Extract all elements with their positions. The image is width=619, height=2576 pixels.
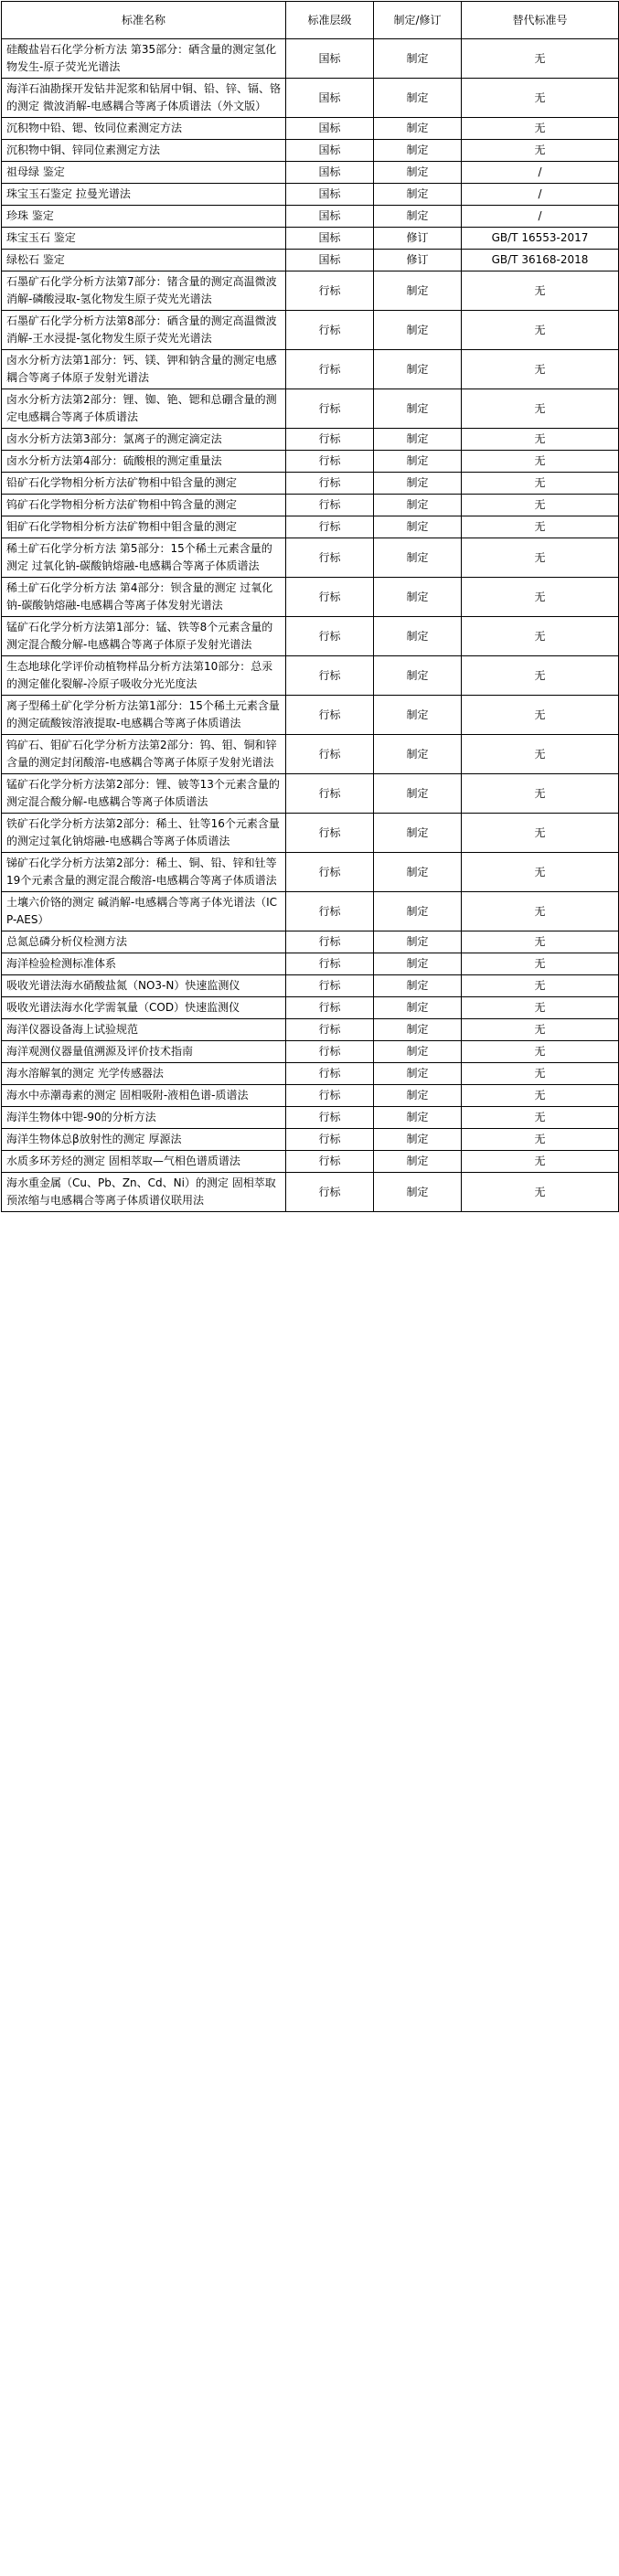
standard-level-cell: 行标	[286, 997, 374, 1019]
standard-name-cell: 海洋观测仪器量值溯源及评价技术指南	[2, 1041, 286, 1063]
standard-level-cell: 国标	[286, 39, 374, 79]
standard-name-cell: 铅矿石化学物相分析方法矿物相中铅含量的测定	[2, 473, 286, 495]
standard-name-cell: 卤水分析方法第2部分：锂、铷、铯、锶和总硼含量的测定电感耦合等离子体质谱法	[2, 389, 286, 429]
replaced-standard-cell: 无	[462, 1019, 619, 1041]
formulate-revise-cell: 制定	[374, 495, 462, 516]
replaced-standard-cell: /	[462, 162, 619, 184]
standard-name-cell: 钼矿石化学物相分析方法矿物相中钼含量的测定	[2, 516, 286, 538]
formulate-revise-cell: 制定	[374, 118, 462, 140]
standard-level-cell: 行标	[286, 1019, 374, 1041]
standard-name-cell: 稀土矿石化学分析方法 第5部分：15个稀土元素含量的测定 过氧化钠-碳酸钠熔融-电感耦合等离子体质谱法	[2, 538, 286, 578]
replaced-standard-cell: GB/T 16553-2017	[462, 228, 619, 250]
formulate-revise-cell: 制定	[374, 853, 462, 892]
header-standard-level: 标准层级	[286, 2, 374, 39]
standard-level-cell: 国标	[286, 140, 374, 162]
formulate-revise-cell: 制定	[374, 578, 462, 617]
standard-level-cell: 行标	[286, 853, 374, 892]
table-row	[2, 271, 619, 311]
standard-name-cell: 总氮总磷分析仪检测方法	[2, 931, 286, 953]
standard-name-cell: 海洋仪器设备海上试验规范	[2, 1019, 286, 1041]
formulate-revise-cell: 制定	[374, 774, 462, 814]
standard-name-cell: 海洋生物体中锶-90的分析方法	[2, 1107, 286, 1129]
table-row	[2, 1129, 619, 1151]
header-standard-name: 标准名称	[2, 2, 286, 39]
standard-name-cell: 稀土矿石化学分析方法 第4部分：钡含量的测定 过氧化钠-碳酸钠熔融-电感耦合等离子体发射光谱法	[2, 578, 286, 617]
formulate-revise-cell: 制定	[374, 975, 462, 997]
table-row	[2, 1173, 619, 1212]
replaced-standard-cell: 无	[462, 39, 619, 79]
formulate-revise-cell: 制定	[374, 696, 462, 735]
table-row	[2, 578, 619, 617]
standard-name-cell: 珠宝玉石 鉴定	[2, 228, 286, 250]
table-row	[2, 953, 619, 975]
header-replaced-standard: 替代标准号	[462, 2, 619, 39]
table-row	[2, 656, 619, 696]
formulate-revise-cell: 制定	[374, 350, 462, 389]
replaced-standard-cell: GB/T 36168-2018	[462, 250, 619, 271]
table-row	[2, 350, 619, 389]
replaced-standard-cell: 无	[462, 696, 619, 735]
table-row	[2, 1019, 619, 1041]
table-header-row	[2, 2, 619, 39]
replaced-standard-cell: 无	[462, 451, 619, 473]
replaced-standard-cell: 无	[462, 389, 619, 429]
formulate-revise-cell: 制定	[374, 311, 462, 350]
table-row	[2, 389, 619, 429]
table-row	[2, 931, 619, 953]
replaced-standard-cell: 无	[462, 118, 619, 140]
replaced-standard-cell: 无	[462, 79, 619, 118]
formulate-revise-cell: 制定	[374, 473, 462, 495]
replaced-standard-cell: 无	[462, 774, 619, 814]
formulate-revise-cell: 制定	[374, 892, 462, 931]
formulate-revise-cell: 制定	[374, 997, 462, 1019]
formulate-revise-cell: 制定	[374, 953, 462, 975]
standard-name-cell: 石墨矿石化学分析方法第8部分：硒含量的测定高温微波消解-王水浸提-氢化物发生原子荧光光谱法	[2, 311, 286, 350]
standard-level-cell: 行标	[286, 495, 374, 516]
standard-level-cell: 行标	[286, 1173, 374, 1212]
table-row	[2, 451, 619, 473]
table-row	[2, 975, 619, 997]
table-row	[2, 1085, 619, 1107]
standard-level-cell: 行标	[286, 516, 374, 538]
formulate-revise-cell: 制定	[374, 184, 462, 206]
formulate-revise-cell: 制定	[374, 206, 462, 228]
formulate-revise-cell: 制定	[374, 931, 462, 953]
replaced-standard-cell: /	[462, 206, 619, 228]
formulate-revise-cell: 制定	[374, 735, 462, 774]
formulate-revise-cell: 制定	[374, 79, 462, 118]
replaced-standard-cell: 无	[462, 538, 619, 578]
formulate-revise-cell: 制定	[374, 1129, 462, 1151]
table-body	[2, 39, 619, 1212]
formulate-revise-cell: 制定	[374, 162, 462, 184]
table-row	[2, 538, 619, 578]
table-row	[2, 473, 619, 495]
standard-level-cell: 行标	[286, 271, 374, 311]
table-row	[2, 79, 619, 118]
formulate-revise-cell: 制定	[374, 271, 462, 311]
formulate-revise-cell: 制定	[374, 1107, 462, 1129]
table-row	[2, 516, 619, 538]
standard-level-cell: 行标	[286, 389, 374, 429]
table-row	[2, 311, 619, 350]
standard-level-cell: 行标	[286, 1063, 374, 1085]
table-row	[2, 617, 619, 656]
standard-level-cell: 行标	[286, 814, 374, 853]
replaced-standard-cell: 无	[462, 1041, 619, 1063]
standard-name-cell: 绿松石 鉴定	[2, 250, 286, 271]
replaced-standard-cell: 无	[462, 1063, 619, 1085]
standard-name-cell: 硅酸盐岩石化学分析方法 第35部分：硒含量的测定氢化物发生-原子荧光光谱法	[2, 39, 286, 79]
standard-name-cell: 卤水分析方法第1部分：钙、镁、钾和钠含量的测定电感耦合等离子体原子发射光谱法	[2, 350, 286, 389]
standard-name-cell: 锰矿石化学分析方法第1部分：锰、铁等8个元素含量的测定混合酸分解-电感耦合等离子体原子发射光谱法	[2, 617, 286, 656]
standard-name-cell: 水质多环芳烃的测定 固相萃取—气相色谱质谱法	[2, 1151, 286, 1173]
table-row	[2, 735, 619, 774]
standard-name-cell: 卤水分析方法第4部分：硫酸根的测定重量法	[2, 451, 286, 473]
standard-name-cell: 吸收光谱法海水硝酸盐氮（NO3-N）快速监测仪	[2, 975, 286, 997]
replaced-standard-cell: 无	[462, 931, 619, 953]
table-row	[2, 228, 619, 250]
standard-name-cell: 海水溶解氧的测定 光学传感器法	[2, 1063, 286, 1085]
table-row	[2, 1063, 619, 1085]
formulate-revise-cell: 制定	[374, 1151, 462, 1173]
standard-level-cell: 行标	[286, 617, 374, 656]
replaced-standard-cell: 无	[462, 311, 619, 350]
replaced-standard-cell: 无	[462, 1129, 619, 1151]
formulate-revise-cell: 制定	[374, 538, 462, 578]
standard-level-cell: 国标	[286, 79, 374, 118]
standard-name-cell: 海水中赤潮毒素的测定 固相吸附-液相色谱-质谱法	[2, 1085, 286, 1107]
standard-level-cell: 行标	[286, 1107, 374, 1129]
replaced-standard-cell: 无	[462, 1085, 619, 1107]
standard-level-cell: 行标	[286, 311, 374, 350]
table-row	[2, 1041, 619, 1063]
replaced-standard-cell: 无	[462, 1151, 619, 1173]
table-row	[2, 184, 619, 206]
replaced-standard-cell: 无	[462, 735, 619, 774]
formulate-revise-cell: 制定	[374, 389, 462, 429]
formulate-revise-cell: 制定	[374, 140, 462, 162]
standard-level-cell: 行标	[286, 578, 374, 617]
formulate-revise-cell: 制定	[374, 1041, 462, 1063]
standard-level-cell: 行标	[286, 473, 374, 495]
formulate-revise-cell: 制定	[374, 1063, 462, 1085]
standard-name-cell: 珍珠 鉴定	[2, 206, 286, 228]
standard-level-cell: 行标	[286, 538, 374, 578]
standard-name-cell: 沉积物中铜、锌同位素测定方法	[2, 140, 286, 162]
table-row	[2, 892, 619, 931]
replaced-standard-cell: 无	[462, 1107, 619, 1129]
replaced-standard-cell: 无	[462, 953, 619, 975]
standard-level-cell: 国标	[286, 118, 374, 140]
formulate-revise-cell: 制定	[374, 516, 462, 538]
table-row	[2, 495, 619, 516]
standard-level-cell: 国标	[286, 228, 374, 250]
standard-level-cell: 行标	[286, 1085, 374, 1107]
table-row	[2, 429, 619, 451]
formulate-revise-cell: 修订	[374, 250, 462, 271]
replaced-standard-cell: 无	[462, 429, 619, 451]
standard-name-cell: 海洋检验检测标准体系	[2, 953, 286, 975]
replaced-standard-cell: 无	[462, 892, 619, 931]
replaced-standard-cell: 无	[462, 853, 619, 892]
table-row	[2, 118, 619, 140]
formulate-revise-cell: 制定	[374, 451, 462, 473]
replaced-standard-cell: 无	[462, 495, 619, 516]
standard-level-cell: 行标	[286, 953, 374, 975]
standard-name-cell: 离子型稀土矿化学分析方法第1部分：15个稀土元素含量的测定硫酸铵溶液提取-电感耦合等离子体质谱法	[2, 696, 286, 735]
standard-name-cell: 沉积物中铅、锶、钕同位素测定方法	[2, 118, 286, 140]
table-row	[2, 250, 619, 271]
standard-name-cell: 钨矿石、钼矿石化学分析方法第2部分：钨、钼、铜和锌含量的测定封闭酸溶-电感耦合等离子体原子发射光谱法	[2, 735, 286, 774]
table-row	[2, 1107, 619, 1129]
standard-name-cell: 生态地球化学评价动植物样品分析方法第10部分：总汞的测定催化裂解-冷原子吸收分光光度法	[2, 656, 286, 696]
standard-level-cell: 行标	[286, 696, 374, 735]
standard-level-cell: 国标	[286, 162, 374, 184]
standard-level-cell: 行标	[286, 1151, 374, 1173]
standards-table	[1, 1, 619, 1212]
standard-level-cell: 国标	[286, 206, 374, 228]
replaced-standard-cell: 无	[462, 814, 619, 853]
table-row	[2, 39, 619, 79]
standard-name-cell: 石墨矿石化学分析方法第7部分：锗含量的测定高温微波消解-磷酸浸取-氢化物发生原子荧光光谱法	[2, 271, 286, 311]
standard-name-cell: 锑矿石化学分析方法第2部分：稀土、铜、铅、锌和钍等19个元素含量的测定混合酸溶-电感耦合等离子体质谱法	[2, 853, 286, 892]
standard-level-cell: 行标	[286, 892, 374, 931]
replaced-standard-cell: 无	[462, 578, 619, 617]
standard-level-cell: 行标	[286, 1129, 374, 1151]
standard-name-cell: 卤水分析方法第3部分：氯离子的测定滴定法	[2, 429, 286, 451]
table-row	[2, 814, 619, 853]
replaced-standard-cell: 无	[462, 975, 619, 997]
formulate-revise-cell: 制定	[374, 656, 462, 696]
standard-level-cell: 行标	[286, 656, 374, 696]
table-row	[2, 997, 619, 1019]
formulate-revise-cell: 制定	[374, 814, 462, 853]
standard-name-cell: 海洋生物体总β放射性的测定 厚源法	[2, 1129, 286, 1151]
standard-name-cell: 土壤六价铬的测定 碱消解-电感耦合等离子体光谱法（ICP-AES）	[2, 892, 286, 931]
formulate-revise-cell: 制定	[374, 1085, 462, 1107]
standard-level-cell: 国标	[286, 184, 374, 206]
standard-name-cell: 吸收光谱法海水化学需氧量（COD）快速监测仪	[2, 997, 286, 1019]
standard-level-cell: 行标	[286, 1041, 374, 1063]
replaced-standard-cell: /	[462, 184, 619, 206]
replaced-standard-cell: 无	[462, 271, 619, 311]
table-row	[2, 696, 619, 735]
standard-level-cell: 行标	[286, 429, 374, 451]
table-row	[2, 774, 619, 814]
standard-level-cell: 行标	[286, 451, 374, 473]
formulate-revise-cell: 制定	[374, 429, 462, 451]
standard-level-cell: 行标	[286, 774, 374, 814]
table-row	[2, 206, 619, 228]
table-row	[2, 140, 619, 162]
replaced-standard-cell: 无	[462, 473, 619, 495]
standard-level-cell: 行标	[286, 735, 374, 774]
formulate-revise-cell: 制定	[374, 1173, 462, 1212]
standard-name-cell: 铁矿石化学分析方法第2部分：稀土、钍等16个元素含量的测定过氧化钠熔融-电感耦合等离子体质谱法	[2, 814, 286, 853]
formulate-revise-cell: 修订	[374, 228, 462, 250]
replaced-standard-cell: 无	[462, 350, 619, 389]
standard-level-cell: 行标	[286, 931, 374, 953]
standard-name-cell: 锰矿石化学分析方法第2部分：锂、铍等13个元素含量的测定混合酸分解-电感耦合等离子体质谱法	[2, 774, 286, 814]
table-row	[2, 853, 619, 892]
standard-name-cell: 海洋石油勘探开发钻井泥浆和钻屑中铜、铅、锌、镉、铬的测定 微波消解-电感耦合等离子体质谱法（外文版）	[2, 79, 286, 118]
standard-name-cell: 珠宝玉石鉴定 拉曼光谱法	[2, 184, 286, 206]
formulate-revise-cell: 制定	[374, 39, 462, 79]
table-row	[2, 1151, 619, 1173]
standard-name-cell: 钨矿石化学物相分析方法矿物相中钨含量的测定	[2, 495, 286, 516]
formulate-revise-cell: 制定	[374, 1019, 462, 1041]
standard-name-cell: 海水重金属（Cu、Pb、Zn、Cd、Ni）的测定 固相萃取预浓缩与电感耦合等离子体质谱仪联用法	[2, 1173, 286, 1212]
formulate-revise-cell: 制定	[374, 617, 462, 656]
header-formulate-revise: 制定/修订	[374, 2, 462, 39]
standard-level-cell: 行标	[286, 975, 374, 997]
replaced-standard-cell: 无	[462, 1173, 619, 1212]
replaced-standard-cell: 无	[462, 140, 619, 162]
replaced-standard-cell: 无	[462, 617, 619, 656]
standard-name-cell: 祖母绿 鉴定	[2, 162, 286, 184]
replaced-standard-cell: 无	[462, 997, 619, 1019]
table-row	[2, 162, 619, 184]
replaced-standard-cell: 无	[462, 516, 619, 538]
standard-level-cell: 行标	[286, 350, 374, 389]
replaced-standard-cell: 无	[462, 656, 619, 696]
standard-level-cell: 国标	[286, 250, 374, 271]
